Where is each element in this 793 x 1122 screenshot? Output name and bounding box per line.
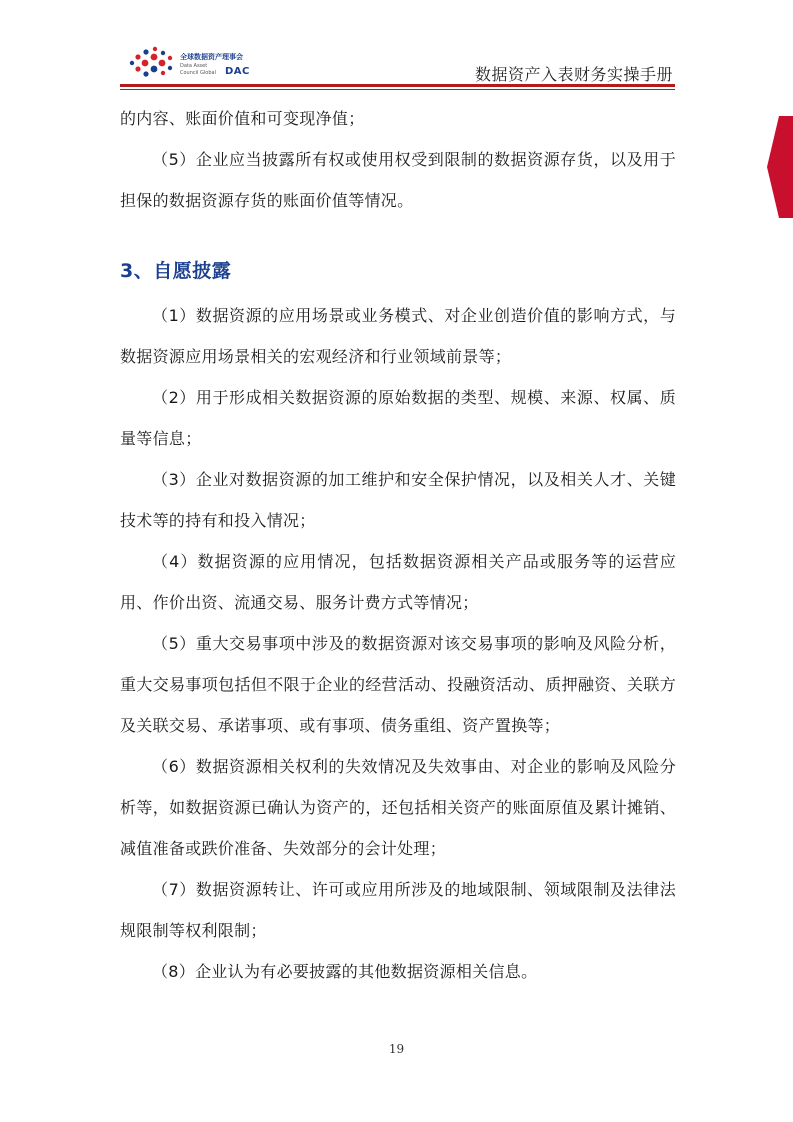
header-rule-thin: [120, 89, 675, 90]
logo-name-en-line2: Council Global: [180, 70, 216, 76]
page-header: [120, 40, 675, 92]
logo-abbr: DAC: [225, 66, 250, 77]
page-number: 19: [388, 1042, 405, 1056]
header-rule-thick: [120, 84, 675, 87]
dac-logo: [128, 46, 258, 80]
list-item: （2）用于形成相关数据资源的原始数据的类型、规模、来源、权属、质量等信息；: [120, 388, 676, 448]
section-heading: 3、自愿披露: [120, 260, 232, 282]
logo-name-en-line1: Data Asset: [180, 63, 208, 69]
list-item: （4）数据资源的应用情况，包括数据资源相关产品或服务等的运营应用、作价出资、流通交易、服务计费方式等情况；: [120, 552, 676, 612]
list-item: （7）数据资源转让、许可或应用所涉及的地域限制、领域限制及法律法规限制等权利限制；: [120, 880, 676, 940]
side-tab-marker-icon: [767, 116, 793, 218]
running-header-title: 数据资产入表财务实操手册: [474, 65, 673, 84]
logo-name-cn: 全球数据资产理事会: [180, 53, 243, 61]
paragraph-item-5: （5）企业应当披露所有权或使用权受到限制的数据资源存货，以及用于担保的数据资源存货的账面价值等情况。: [120, 150, 676, 210]
list-item: （8）企业认为有必要披露的其他数据资源相关信息。: [152, 962, 538, 981]
continued-paragraph: 的内容、账面价值和可变现净值；: [120, 109, 365, 128]
list-item: （5）重大交易事项中涉及的数据资源对该交易事项的影响及风险分析，重大交易事项包括但不限于企业的经营活动、投融资活动、质押融资、关联方及关联交易、承诺事项、或有事项、债务重组、资产置换等；: [120, 634, 676, 735]
list-item: （6）数据资源相关权利的失效情况及失效事由、对企业的影响及风险分析等，如数据资源已确认为资产的，还包括相关资产的账面原值及累计摊销、减值准备或跌价准备、失效部分的会计处理；: [120, 757, 676, 858]
list-item: （1）数据资源的应用场景或业务模式、对企业创造价值的影响方式，与数据资源应用场景相关的宏观经济和行业领域前景等；: [120, 306, 676, 366]
list-item: （3）企业对数据资源的加工维护和安全保护情况，以及相关人才、关键技术等的持有和投入情况；: [120, 470, 676, 530]
dac-logo-mark-icon: [128, 46, 176, 80]
page-body: [120, 98, 676, 992]
